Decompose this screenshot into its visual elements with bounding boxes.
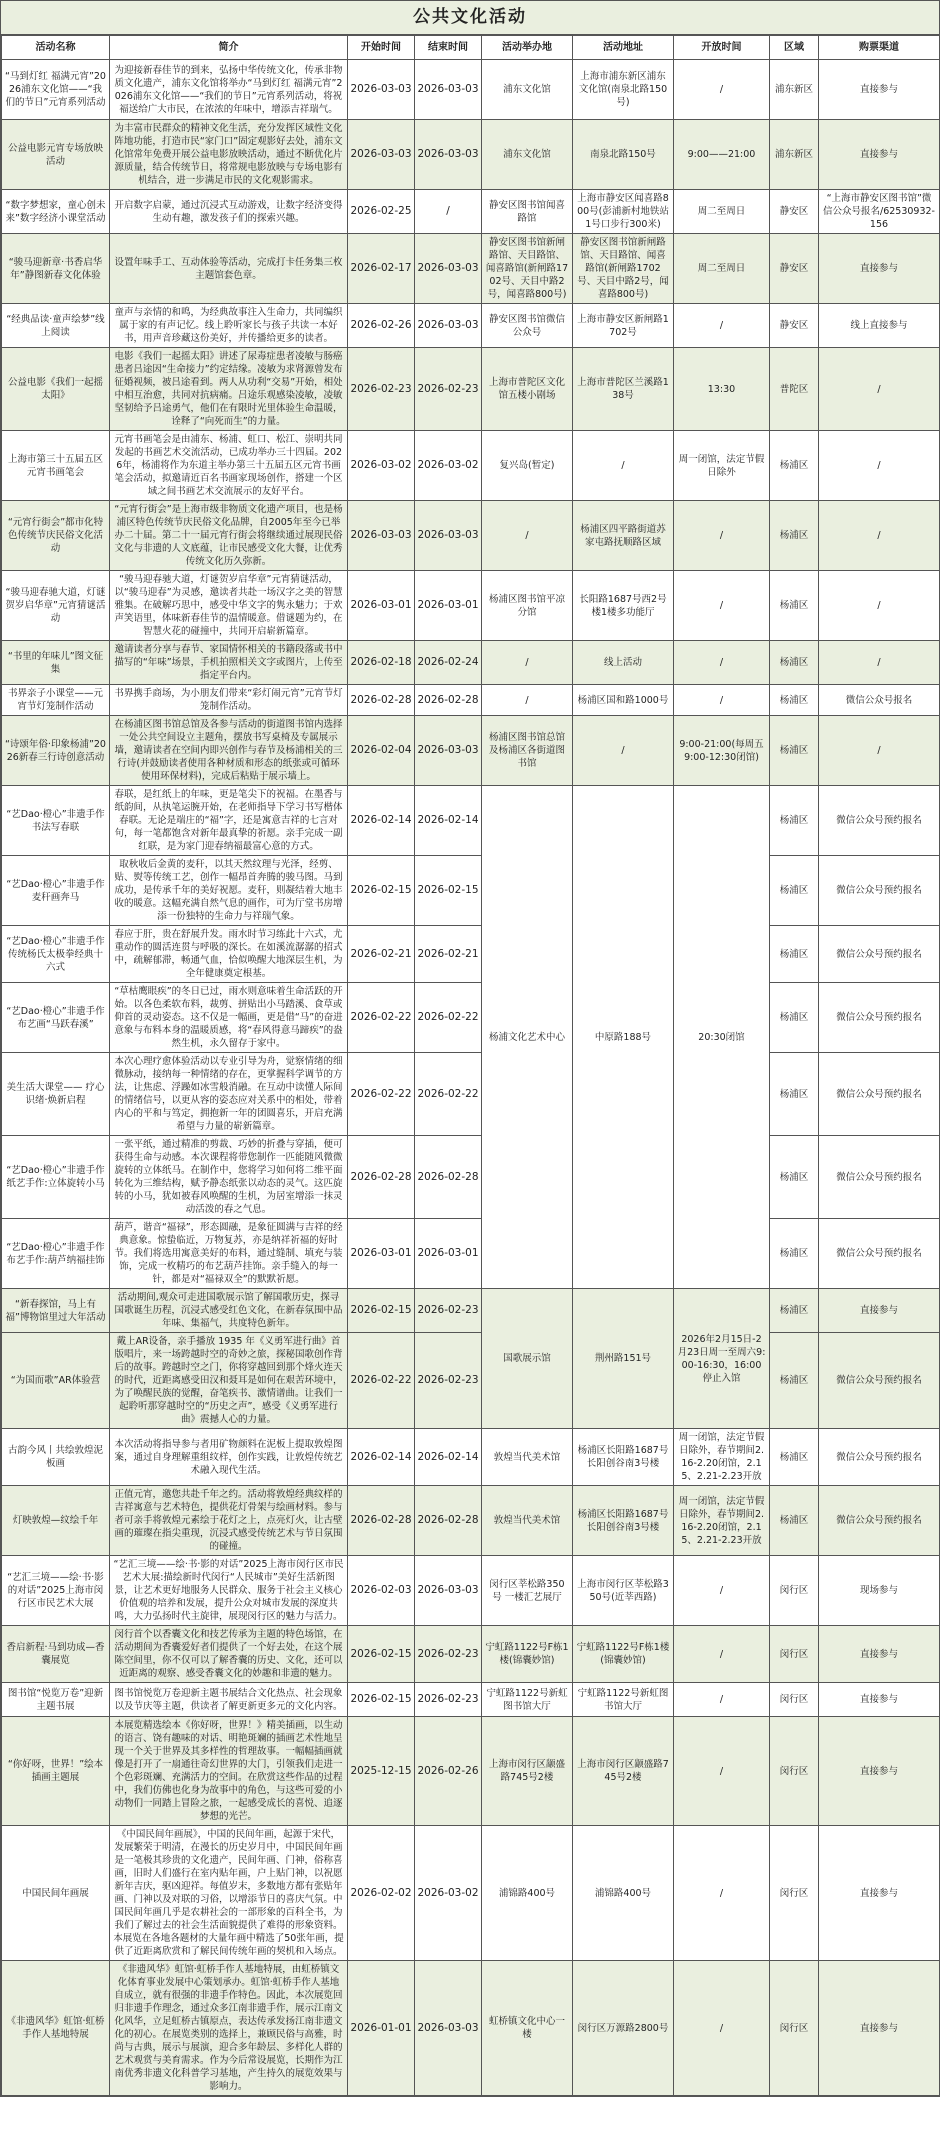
- ticket-channel-cell: 微信公众号预约报名: [819, 1486, 940, 1556]
- venue-cell: 复兴岛(暂定): [482, 431, 573, 501]
- activity-name-cell: “艺Dao·橙心”非遗手作 传统杨氏太极拳经典十六式: [2, 926, 110, 983]
- district-cell: 杨浦区: [770, 1053, 819, 1136]
- start-date-cell: 2026-03-03: [348, 60, 415, 120]
- ticket-channel-cell: 直接参与: [819, 1826, 940, 1961]
- activity-description-cell: 本次心理疗愈体验活动以专业引导为舟，觉察情绪的细微脉动，接纳每一种情绪的存在，更掌握科学调节的方法，让焦虑、浮躁如冰雪般消融。在互动中读懂人际间的情绪信号，以更从容的姿态应对关系中的相处，带着内心的平和与笃定，拥抱新一年的团圆喜乐，开启充满希望与力量的崭新篇章。: [110, 1053, 348, 1136]
- end-date-cell: 2026-02-23: [415, 1289, 482, 1333]
- district-cell: 杨浦区: [770, 571, 819, 641]
- header-address: 活动地址: [573, 36, 674, 60]
- end-date-cell: 2026-02-23: [415, 1626, 482, 1683]
- start-date-cell: 2026-02-14: [348, 786, 415, 856]
- activity-name-cell: 中国民间年画展: [2, 1826, 110, 1961]
- district-cell: 闵行区: [770, 1961, 819, 2096]
- end-date-cell: 2026-03-03: [415, 120, 482, 190]
- ticket-channel-cell: 微信公众号预约报名: [819, 1429, 940, 1486]
- end-date-cell: 2026-03-01: [415, 1219, 482, 1289]
- ticket-channel-cell: 直接参与: [819, 1961, 940, 2096]
- ticket-channel-cell: /: [819, 431, 940, 501]
- end-date-cell: 2026-02-23: [415, 1333, 482, 1429]
- activity-description-cell: 为丰富市民群众的精神文化生活，充分发挥区域性文化阵地功能，打造市民“家门口”固定观影好去处，浦东文化馆常年免费开展公益电影放映活动，通过不断优化片源质量，结合传统节日，将常规电影放映与专场电影有机结合，进一步满足市民的文化观影需求。: [110, 120, 348, 190]
- table-row: [2, 856, 940, 926]
- table-row: [2, 348, 940, 431]
- activity-description-cell: 《中国民间年画展》，中国的民间年画，起源于宋代，发展繁荣于明清，在漫长的历史岁月中，中国民间年画是一笔极其珍贵的文化遗产，民间年画、门神，俗称喜画，旧时人们盛行在室内贴年画，户上贴门神，以祝愿新年吉庆，驱凶迎祥。每值岁末，多数地方都有张贴年画、门神以及对联的习俗，以增添节日的喜庆气氛。中国民间年画几乎是农耕社会的一部形象的百科全书，为我们了解过去的社会生活面貌提供了难得的形象资料。本展览在各地各题材的大量年画中精选了50张年画，提供了近距离欣赏和了解民间传统年画的契机和入场点。: [110, 1826, 348, 1961]
- start-date-cell: 2026-02-23: [348, 348, 415, 431]
- venue-cell: 浦锦路400号: [482, 1826, 573, 1961]
- header-start: 开始时间: [348, 36, 415, 60]
- ticket-channel-cell: 微信公众号预约报名: [819, 1219, 940, 1289]
- activity-name-cell: “数字梦想家，童心创未来”数字经济小课堂活动: [2, 190, 110, 234]
- opening-hours-cell: 9:00-21:00(每周五9:00-12:30闭馆): [674, 716, 770, 786]
- district-cell: 闵行区: [770, 1826, 819, 1961]
- activity-name-cell: “艺Dao·橙心”非遗手作 纸艺手作:立体旋转小马: [2, 1136, 110, 1219]
- venue-cell: 上海市闵行区颛盛路745号2楼: [482, 1717, 573, 1826]
- header-ticket: 购票渠道: [819, 36, 940, 60]
- district-cell: 浦东新区: [770, 120, 819, 190]
- venue-cell: 浦东文化馆: [482, 120, 573, 190]
- start-date-cell: 2026-03-01: [348, 1219, 415, 1289]
- table-row: [2, 1961, 940, 2096]
- district-cell: 静安区: [770, 304, 819, 348]
- activity-name-cell: 灯映敦煌—纹绘千年: [2, 1486, 110, 1556]
- district-cell: 闵行区: [770, 1556, 819, 1626]
- district-cell: 杨浦区: [770, 926, 819, 983]
- end-date-cell: 2026-03-03: [415, 234, 482, 304]
- activity-description-cell: 书界携手商场，为小朋友们带来“彩灯闹元宵”元宵节灯笼制作活动。: [110, 685, 348, 716]
- address-cell: 浦锦路400号: [573, 1826, 674, 1961]
- address-cell: /: [573, 716, 674, 786]
- end-date-cell: 2026-02-14: [415, 786, 482, 856]
- opening-hours-cell: 13:30: [674, 348, 770, 431]
- venue-cell: 宁虹路1122号F栋1楼(锦囊妙馆): [482, 1626, 573, 1683]
- venue-cell: 浦东文化馆: [482, 60, 573, 120]
- activity-description-cell: 童声与亲情的和鸣，为经典故事注入生命力，共同编织属于家的有声记忆。线上聆听家长与孩子共读一本好书，用声音珍藏这份美好，并传播给更多的读者。: [110, 304, 348, 348]
- table-row: [2, 190, 940, 234]
- address-cell: 线上活动: [573, 641, 674, 685]
- opening-hours-cell: /: [674, 685, 770, 716]
- table-row: [2, 1429, 940, 1486]
- ticket-channel-cell: 直接参与: [819, 120, 940, 190]
- activity-name-cell: “艺Dao·橙心”非遗手作 书法写春联: [2, 786, 110, 856]
- district-cell: 杨浦区: [770, 1486, 819, 1556]
- opening-hours-cell: /: [674, 571, 770, 641]
- activity-description-cell: 邀请读者分享与春节、家国情怀相关的书籍段落或书中描写的“年味”场景，手机拍照相关文字或图片，上传至指定平台内。: [110, 641, 348, 685]
- opening-hours-cell: 周一闭馆，法定节假日除外: [674, 431, 770, 501]
- ticket-channel-cell: 直接参与: [819, 234, 940, 304]
- end-date-cell: 2026-02-28: [415, 685, 482, 716]
- start-date-cell: 2026-02-02: [348, 1826, 415, 1961]
- activity-description-cell: 设置年味手工、互动体验等活动，完成打卡任务集三枚主题馆套色章。: [110, 234, 348, 304]
- district-cell: 杨浦区: [770, 716, 819, 786]
- table-row: [2, 1717, 940, 1826]
- venue-cell: 宁虹路1122号新虹图书馆大厅: [482, 1683, 573, 1717]
- opening-hours-cell: 2026年2月15日-2月23日周一至周六9:00-16:30，16:00停止入馆: [674, 1289, 770, 1429]
- activity-description-cell: 正值元宵，邀您共赴千年之约。活动将敦煌经典纹样的吉祥寓意与艺术特色，提供花灯骨架与绘画材料。参与者可亲手将敦煌元素绘于花灯之上，点亮灯火，让古壁画的璀璨在指尖重现，沉浸式感受传统艺术与节日氛围的碰撞。: [110, 1486, 348, 1556]
- activity-name-cell: 《非遗风华》虹馆·虹桥手作人基地特展: [2, 1961, 110, 2096]
- venue-cell: 虹桥镇文化中心一楼: [482, 1961, 573, 2096]
- start-date-cell: 2026-02-14: [348, 1429, 415, 1486]
- start-date-cell: 2026-02-15: [348, 1683, 415, 1717]
- end-date-cell: 2026-03-03: [415, 1961, 482, 2096]
- start-date-cell: 2026-02-26: [348, 304, 415, 348]
- activity-name-cell: “新春探馆，马上有福”博物馆里过大年活动: [2, 1289, 110, 1333]
- activity-description-cell: 电影《我们一起摇太阳》讲述了尿毒症患者凌敏与肠癌患者吕途因“生命接力”约定结缘。凌敏为求肾源曾发布征婚视频，被吕途看到。两人从功利“交易”开始，相处中相互治愈，共同对抗病痛。吕途乐观感染凌敏，凌敏坚韧给予吕途勇气，他们在有限时光里体验生命温暖，诠释了“向死而生”的力量。: [110, 348, 348, 431]
- table-row: [2, 1053, 940, 1136]
- address-cell: 杨浦区长阳路1687号长阳创谷南3号楼: [573, 1486, 674, 1556]
- activity-name-cell: “骏马迎春驰大道，灯谜贺岁启华章”元宵猜谜活动: [2, 571, 110, 641]
- activity-description-cell: “草枯鹰眼疾”的冬日已过，雨水则意味着生命活跃的开始。以各色柔软布料，裁剪、拼贴出小马踏溪、食草或仰首的灵动姿态。这不仅是一幅画，更是借“马”的奋进意象与布料本身的温暖质感，将“春风得意马蹄疾”的盎然生机，永久留存于家中。: [110, 983, 348, 1053]
- table-row: [2, 1486, 940, 1556]
- activity-description-cell: 一张平纸，通过精准的剪裁、巧妙的折叠与穿插，便可获得生命与动感。本次课程将带您制作一匹能随风微微旋转的立体纸马。在制作中，您将学习如何将二维平面转化为三维结构，赋予静态纸张以动态的灵气。这匹旋转的小马，犹如被春风唤醒的生机，为居室增添一抹灵动活泼的春之气息。: [110, 1136, 348, 1219]
- end-date-cell: 2026-03-03: [415, 1556, 482, 1626]
- table-row: [2, 1333, 940, 1429]
- table-row: [2, 501, 940, 571]
- activity-description-cell: 取秋收后金黄的麦秆，以其天然纹理与光泽，经剪、贴、熨等传统工艺，创作一幅昂首奔腾的骏马图。马到成功，是传承千年的美好祝愿。麦秆，则凝结着大地丰收的暖意。这幅充满自然气息的画作，可为厅堂书房增添一份独特的生命力与祥瑞气象。: [110, 856, 348, 926]
- address-cell: 上海市静安区闻喜路800号(彭浦新村地铁站1号口步行300米): [573, 190, 674, 234]
- start-date-cell: 2025-12-15: [348, 1717, 415, 1826]
- end-date-cell: 2026-03-03: [415, 716, 482, 786]
- ticket-channel-cell: /: [819, 501, 940, 571]
- opening-hours-cell: /: [674, 1717, 770, 1826]
- ticket-channel-cell: 直接参与: [819, 1289, 940, 1333]
- end-date-cell: 2026-02-22: [415, 983, 482, 1053]
- ticket-channel-cell: 微信公众号预约报名: [819, 983, 940, 1053]
- district-cell: 闵行区: [770, 1683, 819, 1717]
- table-row: [2, 1826, 940, 1961]
- address-cell: 上海市静安区新闸路1702号: [573, 304, 674, 348]
- address-cell: 南泉北路150号: [573, 120, 674, 190]
- ticket-channel-cell: 微信公众号预约报名: [819, 856, 940, 926]
- ticket-channel-cell: 直接参与: [819, 60, 940, 120]
- opening-hours-cell: /: [674, 641, 770, 685]
- address-cell: 荆州路151号: [573, 1289, 674, 1429]
- table-row: [2, 1219, 940, 1289]
- start-date-cell: 2026-03-01: [348, 571, 415, 641]
- start-date-cell: 2026-02-28: [348, 1486, 415, 1556]
- district-cell: 杨浦区: [770, 1289, 819, 1333]
- activity-description-cell: 葫芦，谐音“福禄”，形态圆融，是象征圆满与吉祥的经典意象。惊蛰临近，万物复苏，亦是纳祥祈福的好时节。我们将选用寓意美好的布料，通过缝制、填充与装饰，完成一枚精巧的布艺葫芦挂饰。亲手缝入的每一针，都是对“福禄双全”的默默祈愿。: [110, 1219, 348, 1289]
- address-cell: 宁虹路1122号新虹图书馆大厅: [573, 1683, 674, 1717]
- venue-cell: /: [482, 641, 573, 685]
- start-date-cell: 2026-02-28: [348, 1136, 415, 1219]
- activity-description-cell: 闵行首个以香囊文化和技艺传承为主题的特色场馆，在活动期间为香囊爱好者们提供了一个好去处，在这个展陈空间里，你不仅可以了解香囊的历史、文化，还可以近距离的观察、感受香囊文化的妙趣和非遗的魅力。: [110, 1626, 348, 1683]
- opening-hours-cell: /: [674, 60, 770, 120]
- activity-name-cell: 公益电影《我们一起摇太阳》: [2, 348, 110, 431]
- ticket-channel-cell: 现场参与: [819, 1556, 940, 1626]
- start-date-cell: 2026-02-17: [348, 234, 415, 304]
- start-date-cell: 2026-02-28: [348, 685, 415, 716]
- end-date-cell: 2026-02-28: [415, 1136, 482, 1219]
- venue-cell: 闵行区莘松路350号 一楼汇艺展厅: [482, 1556, 573, 1626]
- table-row: [2, 786, 940, 856]
- opening-hours-cell: /: [674, 1683, 770, 1717]
- address-cell: 中原路188号: [573, 786, 674, 1289]
- start-date-cell: 2026-02-22: [348, 1333, 415, 1429]
- end-date-cell: 2026-02-23: [415, 1683, 482, 1717]
- table-row: [2, 304, 940, 348]
- address-cell: 上海市普陀区兰溪路138号: [573, 348, 674, 431]
- header-hours: 开放时间: [674, 36, 770, 60]
- header-name: 活动名称: [2, 36, 110, 60]
- table-row: [2, 120, 940, 190]
- activity-name-cell: 公益电影元宵专场放映活动: [2, 120, 110, 190]
- address-cell: 杨浦区长阳路1687号长阳创谷南3号楼: [573, 1429, 674, 1486]
- activity-description-cell: 活动期间,观众可走进国歌展示馆了解国歌历史，探寻国歌诞生历程，沉浸式感受红色文化，在新春氛围中品年味、集福气，共度特色新年。: [110, 1289, 348, 1333]
- start-date-cell: 2026-02-25: [348, 190, 415, 234]
- district-cell: 杨浦区: [770, 1219, 819, 1289]
- district-cell: 杨浦区: [770, 983, 819, 1053]
- table-row: [2, 926, 940, 983]
- ticket-channel-cell: “上海市静安区图书馆”微信公众号报名/62530932-156: [819, 190, 940, 234]
- venue-cell: 敦煌当代美术馆: [482, 1486, 573, 1556]
- end-date-cell: 2026-03-01: [415, 571, 482, 641]
- end-date-cell: /: [415, 190, 482, 234]
- end-date-cell: 2026-02-24: [415, 641, 482, 685]
- ticket-channel-cell: 线上直接参与: [819, 304, 940, 348]
- header-district: 区域: [770, 36, 819, 60]
- venue-cell: 杨浦区图书馆总馆及杨浦区各街道图书馆: [482, 716, 573, 786]
- opening-hours-cell: 周二至周日: [674, 190, 770, 234]
- end-date-cell: 2026-03-03: [415, 501, 482, 571]
- district-cell: 杨浦区: [770, 685, 819, 716]
- ticket-channel-cell: 微信公众号预约报名: [819, 926, 940, 983]
- end-date-cell: 2026-02-26: [415, 1717, 482, 1826]
- opening-hours-cell: /: [674, 1556, 770, 1626]
- start-date-cell: 2026-02-15: [348, 856, 415, 926]
- opening-hours-cell: 周二至周日: [674, 234, 770, 304]
- activity-name-cell: “艺汇三境——绘·书·影的对话”2025上海市闵行区市民艺术大展: [2, 1556, 110, 1626]
- address-cell: 上海市闵行区颛盛路745号2楼: [573, 1717, 674, 1826]
- ticket-channel-cell: 微信公众号预约报名: [819, 1053, 940, 1136]
- activity-description-cell: 春联，是红纸上的年味，更是笔尖下的祝福。在墨香与纸韵间，从执笔运腕开始，在老师指导下学习书写楷体春联。无论是端庄的“福”字，还是寓意吉祥的七言对句，每一笔都饱含对新年最真挚的祈愿。亲手完成一副红联，是为家门迎春纳福最富心意的方式。: [110, 786, 348, 856]
- start-date-cell: 2026-03-03: [348, 501, 415, 571]
- ticket-channel-cell: 微信公众号报名: [819, 685, 940, 716]
- address-cell: 杨浦区国和路1000号: [573, 685, 674, 716]
- activity-description-cell: 戴上AR设备，亲手播放 1935 年《义勇军进行曲》首版唱片，来一场跨越时空的奇妙之旅，探秘国歌创作背后的故事。跨越时空之门，你将穿越回到那个烽火连天的时代，近距离感受田汉和聂耳是如何在艰苦环境中，为了唤醒民族的觉醒，奋笔疾书、激情谱曲。让我们一起聆听那穿越时空的“历史之声”，感受《义勇军进行曲》震撼人心的力量。: [110, 1333, 348, 1429]
- opening-hours-cell: /: [674, 1961, 770, 2096]
- activity-name-cell: “经典品读·童声绘梦”线上阅读: [2, 304, 110, 348]
- address-cell: 闵行区万源路2800号: [573, 1961, 674, 2096]
- activity-name-cell: “你好呀，世界！”绘本插画主题展: [2, 1717, 110, 1826]
- activity-name-cell: “马到灯红 福满元宵”2026浦东文化馆——“我们的节日”元宵系列活动: [2, 60, 110, 120]
- ticket-channel-cell: 直接参与: [819, 1626, 940, 1683]
- activity-name-cell: 图书馆“悦览万卷”迎新主题书展: [2, 1683, 110, 1717]
- activity-name-cell: “骏马迎新章·书香启华年”静图新春文化体验: [2, 234, 110, 304]
- activity-name-cell: 上海市第三十五届五区元宵书画笔会: [2, 431, 110, 501]
- end-date-cell: 2026-02-14: [415, 1429, 482, 1486]
- start-date-cell: 2026-02-22: [348, 1053, 415, 1136]
- activity-name-cell: 美生活大课堂—— 疗心识绪·焕新启程: [2, 1053, 110, 1136]
- end-date-cell: 2026-02-23: [415, 348, 482, 431]
- opening-hours-cell: /: [674, 304, 770, 348]
- activity-name-cell: 书界亲子小课堂——元宵节灯笼制作活动: [2, 685, 110, 716]
- district-cell: 杨浦区: [770, 1429, 819, 1486]
- ticket-channel-cell: /: [819, 716, 940, 786]
- end-date-cell: 2026-02-22: [415, 1053, 482, 1136]
- table-row: [2, 234, 940, 304]
- activity-name-cell: “元宵行街会”都市化特色传统节庆民俗文化活动: [2, 501, 110, 571]
- address-cell: 长阳路1687号西2号楼1楼多功能厅: [573, 571, 674, 641]
- address-cell: /: [573, 431, 674, 501]
- district-cell: 杨浦区: [770, 1136, 819, 1219]
- end-date-cell: 2026-02-28: [415, 1486, 482, 1556]
- district-cell: 杨浦区: [770, 856, 819, 926]
- venue-cell: 杨浦文化艺术中心: [482, 786, 573, 1289]
- start-date-cell: 2026-02-22: [348, 983, 415, 1053]
- venue-cell: 静安区图书馆微信公众号: [482, 304, 573, 348]
- address-cell: 杨浦区四平路街道苏家屯路抚顺路区域: [573, 501, 674, 571]
- venue-cell: 静安区图书馆闻喜路馆: [482, 190, 573, 234]
- end-date-cell: 2026-02-15: [415, 856, 482, 926]
- ticket-channel-cell: /: [819, 348, 940, 431]
- district-cell: 浦东新区: [770, 60, 819, 120]
- table-row: [2, 1626, 940, 1683]
- activity-name-cell: 香启新程·马到功成—香囊展览: [2, 1626, 110, 1683]
- activity-description-cell: 本次活动将指导参与者用矿物颜料在泥板上提取敦煌图案，通过自身理解重组纹样，创作实践，让敦煌传统艺术融入现代生活。: [110, 1429, 348, 1486]
- start-date-cell: 2026-02-04: [348, 716, 415, 786]
- activity-description-cell: 本展览精选绘本《你好呀，世界！》精美插画，以生动的语言、饶有趣味的对话、明艳斑斓的插画艺术性地呈现一个关于世界及其多样性的哲理故事。一幅幅插画就像是打开了一扇通往奇幻世界的大门，引领我们走进一个色彩斑斓、充满活力的空间。在欣赏这些作品的过程中，我们仿佛也化身为故事中的角色，与这些可爱的小动物们一同踏上冒险之旅，一起感受成长的喜悦、追逐梦想的光芒。: [110, 1717, 348, 1826]
- activities-table: [1, 35, 940, 2096]
- ticket-channel-cell: 微信公众号预约报名: [819, 1333, 940, 1429]
- venue-cell: 国歌展示馆: [482, 1289, 573, 1429]
- opening-hours-cell: /: [674, 1826, 770, 1961]
- header-desc: 简介: [110, 36, 348, 60]
- start-date-cell: 2026-02-15: [348, 1289, 415, 1333]
- start-date-cell: 2026-03-02: [348, 431, 415, 501]
- header-venue: 活动举办地: [482, 36, 573, 60]
- district-cell: 杨浦区: [770, 641, 819, 685]
- ticket-channel-cell: /: [819, 571, 940, 641]
- district-cell: 杨浦区: [770, 1333, 819, 1429]
- table-header-row: [2, 36, 940, 60]
- venue-cell: 上海市普陀区文化馆五楼小剧场: [482, 348, 573, 431]
- end-date-cell: 2026-03-03: [415, 304, 482, 348]
- address-cell: 上海市闵行区莘松路350号(近莘西路): [573, 1556, 674, 1626]
- table-row: [2, 431, 940, 501]
- ticket-channel-cell: 直接参与: [819, 1683, 940, 1717]
- activity-name-cell: “艺Dao·橙心”非遗手作 布艺画“马跃春溪”: [2, 983, 110, 1053]
- table-row: [2, 685, 940, 716]
- opening-hours-cell: /: [674, 501, 770, 571]
- activity-description-cell: 元宵书画笔会是由浦东、杨浦、虹口、松江、崇明共同发起的书画艺术交流活动，已成功举办三十四届。2026年，杨浦将作为东道主举办第三十五届五区元宵书画笔会活动，拟邀请近百名书画家现场创作，搭建一个区域之间书画艺术交流展示的友好平台。: [110, 431, 348, 501]
- table-row: [2, 60, 940, 120]
- table-row: [2, 1683, 940, 1717]
- ticket-channel-cell: 微信公众号预约报名: [819, 1136, 940, 1219]
- activity-description-cell: 《非遗风华》虹馆·虹桥手作人基地特展，由虹桥镇文化体育事业发展中心策划承办。虹馆·虹桥手作人基地自成立，就有很强的非遗手作特色。因此，本次展览回归非遗手作理念，通过众多江南非遗手作，展示江南文化风华，立足虹桥古镇原点，表达传承发扬江南非遗文化的初心。在展览类别的选择上，兼顾民俗与高雅，时尚与古典，展示与展演，迎合多年龄层、多样化人群的艺术观赏与美育需求。作为今后常设展览，长期作为江南优秀非遗文化科普学习基地，产生持久的展览效果与影响力。: [110, 1961, 348, 2096]
- start-date-cell: 2026-02-15: [348, 1626, 415, 1683]
- table-row: [2, 641, 940, 685]
- table-row: [2, 1289, 940, 1333]
- district-cell: 静安区: [770, 190, 819, 234]
- activity-description-cell: 开启数字启蒙，通过沉浸式互动游戏，让数字经济变得生动有趣，激发孩子们的探索兴趣。: [110, 190, 348, 234]
- end-date-cell: 2026-02-21: [415, 926, 482, 983]
- table-row: [2, 1136, 940, 1219]
- page-title: 公共文化活动: [1, 1, 939, 35]
- venue-cell: /: [482, 685, 573, 716]
- end-date-cell: 2026-03-02: [415, 1826, 482, 1961]
- start-date-cell: 2026-01-01: [348, 1961, 415, 2096]
- activity-name-cell: “为国而歌”AR体验营: [2, 1333, 110, 1429]
- activity-description-cell: “元宵行街会”是上海市级非物质文化遗产项目，也是杨浦区特色传统节庆民俗文化品牌，自2005年至今已举办二十届。第二十一届元宵行街会将继续通过展现民俗文化与非遗的人文底蕴，让市民感受文化大餐，让优秀传统文化历久弥新。: [110, 501, 348, 571]
- table-row: [2, 716, 940, 786]
- table-row: [2, 983, 940, 1053]
- header-end: 结束时间: [415, 36, 482, 60]
- venue-cell: 敦煌当代美术馆: [482, 1429, 573, 1486]
- opening-hours-cell: 周一闭馆，法定节假日除外，春节期间2.16-2.20闭馆，2.15、2.21-2.23开放: [674, 1429, 770, 1486]
- venue-cell: 静安区图书馆新闸路馆、天目路馆、闻喜路馆(新闸路1702号、天目中路2号，闻喜路800号): [482, 234, 573, 304]
- ticket-channel-cell: 直接参与: [819, 1717, 940, 1826]
- table-row: [2, 571, 940, 641]
- opening-hours-cell: /: [674, 1626, 770, 1683]
- ticket-channel-cell: /: [819, 641, 940, 685]
- end-date-cell: 2026-03-03: [415, 60, 482, 120]
- activity-description-cell: “骏马迎春驰大道，灯谜贺岁启华章”元宵猜谜活动，以“骏马迎春”为灵感，邀读者共赴一场汉字之美的智慧雅集。在破解巧思中，感受中华文字的隽永魅力；于欢声笑语里，体味新春佳节的温情暖意。借谜题为约，在智慧火花的碰撞中，共同开启崭新篇章。: [110, 571, 348, 641]
- district-cell: 闵行区: [770, 1717, 819, 1826]
- table-row: [2, 1556, 940, 1626]
- end-date-cell: 2026-03-02: [415, 431, 482, 501]
- district-cell: 杨浦区: [770, 501, 819, 571]
- activity-description-cell: 在杨浦区图书馆总馆及各参与活动的街道图书馆内选择一处公共空间设立主题角，摆放书写桌椅及专属展示墙，邀请读者在空间内即兴创作与春节及杨浦相关的三行诗(并鼓励读者使用各种材质和形态的纸张或可循环使用环保材料)，完成后粘贴于展示墙上。: [110, 716, 348, 786]
- venue-cell: /: [482, 501, 573, 571]
- activity-name-cell: “书里的年味儿”图文征集: [2, 641, 110, 685]
- address-cell: 宁虹路1122号F栋1楼(锦囊妙馆): [573, 1626, 674, 1683]
- address-cell: 静安区图书馆新闸路馆、天目路馆、闻喜路馆(新闸路1702号、天目中路2号，闻喜路800号): [573, 234, 674, 304]
- activity-name-cell: “诗颂年俗·印象杨浦”2026新春三行诗创意活动: [2, 716, 110, 786]
- activity-description-cell: 为迎接新春佳节的到来，弘扬中华传统文化，传承非物质文化遗产，浦东文化馆将举办“马到灯红 福满元宵”2026浦东文化馆——“我们的节日”元宵系列活动，将祝福送给广大市民，在浓浓的年味中，增添吉祥瑞气。: [110, 60, 348, 120]
- activity-name-cell: “艺Dao·橙心”非遗手作 布艺手作:葫芦纳福挂饰: [2, 1219, 110, 1289]
- activity-description-cell: 图书馆悦览万卷迎新主题书展结合文化热点、社会现象以及节庆等主题，供读者了解更新更多元的文化内容。: [110, 1683, 348, 1717]
- activity-description-cell: 春应于肝，贵在舒展升发。雨水时节习练此十六式，尤重动作的圆活连贯与呼吸的深长。在如溪流潺潺的招式中，疏解郁滞，畅通气血，恰似唤醒大地深层生机，为全年健康奠定根基。: [110, 926, 348, 983]
- start-date-cell: 2026-02-18: [348, 641, 415, 685]
- district-cell: 杨浦区: [770, 431, 819, 501]
- district-cell: 闵行区: [770, 1626, 819, 1683]
- activity-name-cell: 古韵今风丨共绘敦煌泥板画: [2, 1429, 110, 1486]
- start-date-cell: 2026-02-03: [348, 1556, 415, 1626]
- district-cell: 杨浦区: [770, 786, 819, 856]
- opening-hours-cell: 20:30闭馆: [674, 786, 770, 1289]
- district-cell: 普陀区: [770, 348, 819, 431]
- address-cell: 上海市浦东新区浦东文化馆(南泉北路150号): [573, 60, 674, 120]
- activity-description-cell: “艺汇三境——绘·书·影的对话”2025上海市闵行区市民艺术大展:描绘新时代闵行“人民城市”美好生活新图景，让艺术更好地服务人民群众、服务于社会主义核心价值观的培养和发展，提升公众对城市发展的深度共鸣，大力弘扬时代主旋律，展现闵行区的魅力与活力。: [110, 1556, 348, 1626]
- district-cell: 静安区: [770, 234, 819, 304]
- opening-hours-cell: 9:00——21:00: [674, 120, 770, 190]
- start-date-cell: 2026-02-21: [348, 926, 415, 983]
- start-date-cell: 2026-03-03: [348, 120, 415, 190]
- opening-hours-cell: 周一闭馆，法定节假日除外，春节期间2.16-2.20闭馆，2.15、2.21-2.23开放: [674, 1486, 770, 1556]
- ticket-channel-cell: 微信公众号预约报名: [819, 786, 940, 856]
- activity-name-cell: “艺Dao·橙心”非遗手作 麦秆画奔马: [2, 856, 110, 926]
- venue-cell: 杨浦区图书馆平凉分馆: [482, 571, 573, 641]
